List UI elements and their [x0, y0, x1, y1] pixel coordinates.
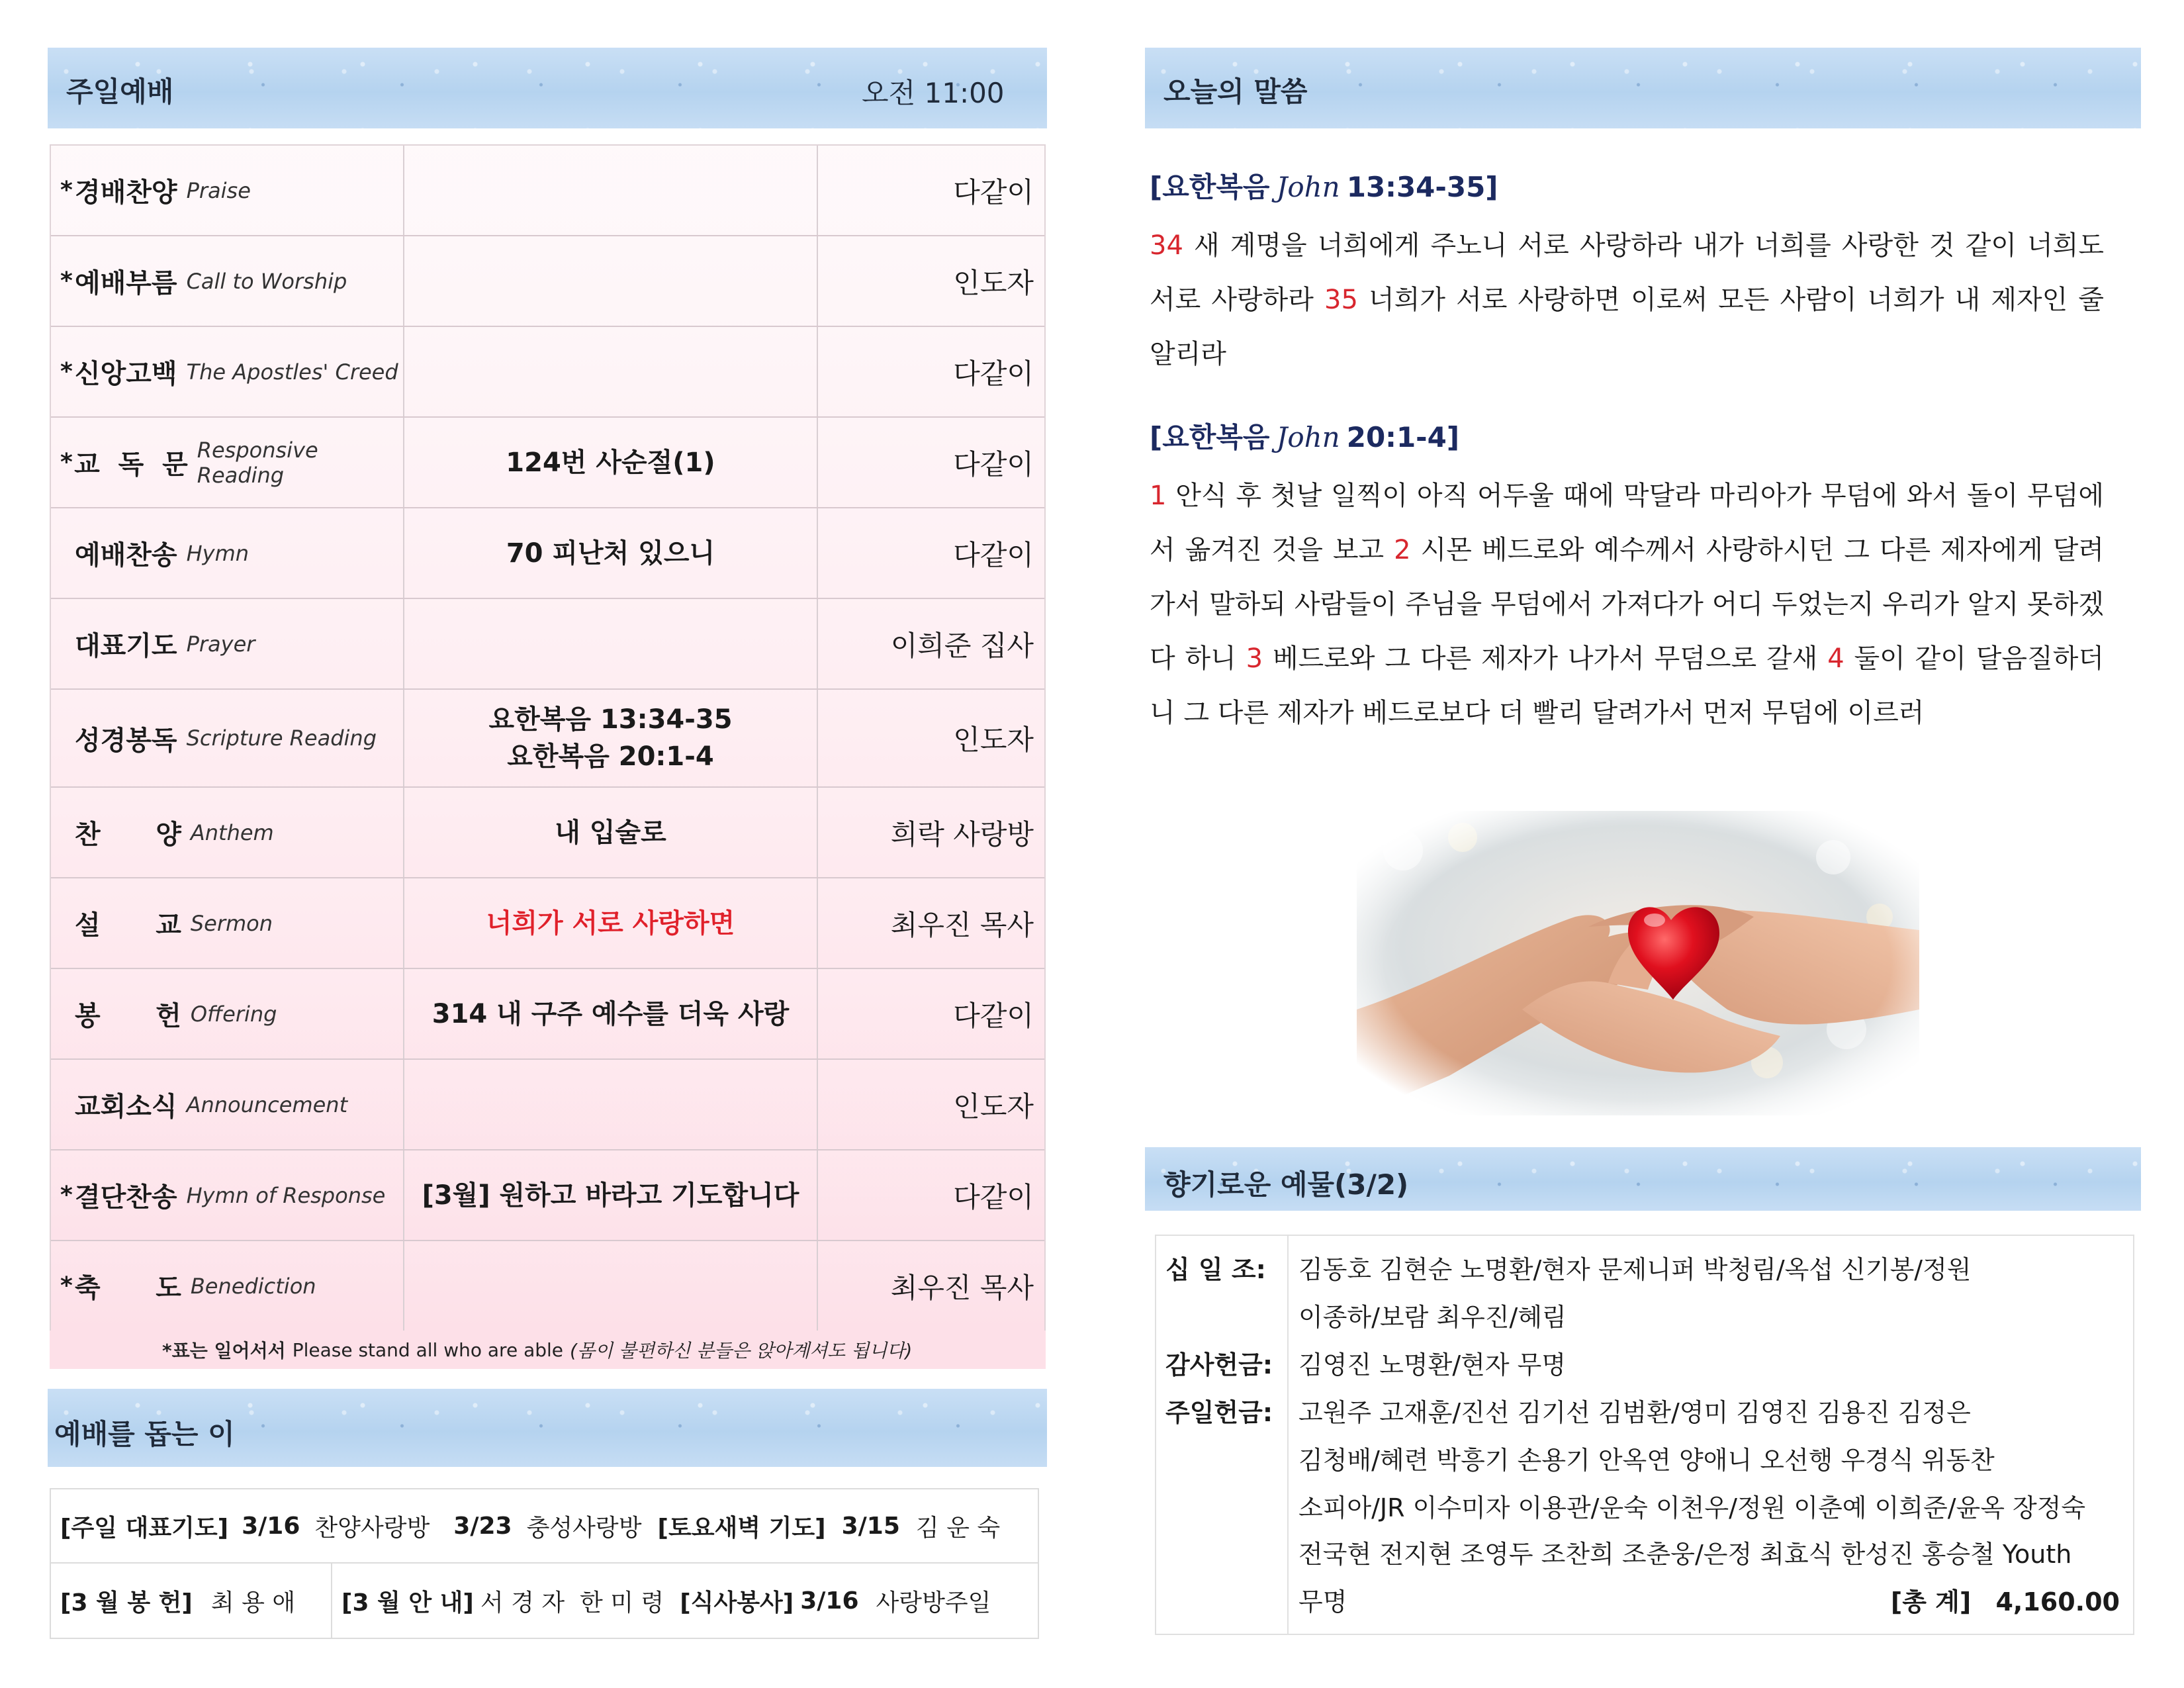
- order-item-korean: 예배찬송: [75, 540, 177, 571]
- verse-text: 둘이 같이 달음질하더니 그 다른 제자가 베드로보다 더 빨리 달려가서 먼저 무덤에 이르러: [1150, 643, 2104, 728]
- tithe-label: 십 일 조:: [1165, 1255, 1266, 1284]
- saturday-date: 3/15: [841, 1512, 900, 1540]
- helpers-title: 예배를 돕는 이: [54, 1418, 235, 1450]
- order-leader: 인도자: [953, 724, 1034, 756]
- thanks-line: 김영진 노명환/현자 무명: [1298, 1350, 1567, 1380]
- order-leader-cell: [818, 146, 1044, 235]
- order-item-korean: 경배찬양: [75, 177, 177, 208]
- order-content-cell: [404, 1150, 818, 1240]
- order-item-cell: [51, 1060, 404, 1149]
- order-content: 70 피난처 있으니: [506, 538, 715, 569]
- sunday-line: 소피아/JR 이수미자 이용관/운숙 이천우/정원 이춘예 이희준/윤옥 장정숙: [1298, 1493, 2086, 1523]
- hands-holding-heart-photo: [1357, 811, 1919, 1115]
- order-item-english: Prayer: [186, 631, 255, 657]
- sunday-line: 김청배/혜련 박흥기 손용기 안옥연 양애니 오선행 우경식 위동찬: [1298, 1446, 1995, 1475]
- order-item-korean: 찬 양: [75, 820, 181, 850]
- ref2-en: John: [1276, 421, 1340, 453]
- order-content: 내 입술로: [555, 817, 666, 848]
- stand-star: *: [60, 449, 73, 476]
- order-content: 314 내 구주 예수를 더욱 사랑: [432, 998, 790, 1029]
- order-content-cell: [404, 1060, 818, 1149]
- usher-label: [3 월 안 내]: [341, 1589, 474, 1617]
- verse-number: 34: [1150, 230, 1183, 261]
- order-item-korean: 성경봉독: [75, 725, 177, 756]
- order-row: [51, 418, 1044, 508]
- order-leader: 인도자: [953, 266, 1034, 299]
- order-item-cell: [51, 788, 404, 877]
- order-leader: 다같이: [953, 999, 1034, 1032]
- offering-helper-name: 최 용 애: [210, 1589, 296, 1617]
- order-leader-cell: [818, 788, 1044, 877]
- total-value: 4,160.00: [1995, 1587, 2120, 1617]
- order-row: [51, 878, 1044, 969]
- order-leader-cell: [818, 1241, 1044, 1331]
- order-item-english: Hymn: [186, 540, 250, 566]
- order-leader-cell: [818, 1150, 1044, 1240]
- worship-time: 오전 11:00: [862, 77, 1005, 109]
- ref1-post: 13:34-35]: [1346, 171, 1498, 203]
- order-item-korean: 축 도: [75, 1273, 181, 1303]
- order-item-korean: 봉 헌: [75, 1001, 181, 1031]
- order-item-korean: 예배부름: [75, 268, 177, 299]
- ref2-pre: [요한복음: [1150, 421, 1270, 453]
- verse-text: 너희가 서로 사랑하면 이로써 모든 사람이 너희가 내 제자인 줄 알리라: [1150, 285, 2104, 369]
- order-row: [51, 599, 1044, 690]
- stand-star: *: [60, 358, 73, 385]
- order-item-cell: [51, 508, 404, 598]
- scripture-passage-2: [1150, 469, 2104, 740]
- order-item-english: Hymn of Response: [186, 1182, 386, 1208]
- stand-star: *: [60, 177, 73, 204]
- verse-number: 1: [1150, 481, 1167, 511]
- verse-text: 안식 후 첫날 일찍이 아직 어두울 때에 막달라 마리아가 무덤에 와서 돌이 무덤에서 옮겨진 것을 보고: [1150, 481, 2104, 565]
- stand-note-bold: *표는 일어서서: [162, 1340, 286, 1362]
- order-leader: 인도자: [953, 1090, 1034, 1123]
- tithe-line: 이종하/보람 최우진/혜림: [1298, 1303, 1567, 1332]
- verse-text: 시몬 베드로와 예수께서 사랑하시던 그 다른 제자에게 달려가서 말하되 사람들이 주님을 무덤에서 가져다가 어디 두었는지 우리가 알지 못하겠다 하니: [1150, 535, 2104, 674]
- order-content: 너희가 서로 사랑하면: [486, 908, 735, 939]
- order-row: [51, 1060, 1044, 1150]
- sunday-offering-label: 주일헌금:: [1165, 1398, 1273, 1427]
- order-leader: 희락 사랑방: [890, 818, 1034, 851]
- order-row: [51, 788, 1044, 878]
- worship-title: 주일예배: [66, 75, 174, 108]
- scripture-title: 오늘의 말씀: [1163, 75, 1308, 108]
- helpers-header-bar: [48, 1389, 1047, 1467]
- order-item-english: Announcement: [186, 1092, 348, 1117]
- offering-helper-label: [3 월 봉 헌]: [60, 1589, 193, 1617]
- order-row: [51, 1241, 1044, 1332]
- order-content-cell: [404, 236, 818, 326]
- stand-star: *: [60, 267, 73, 295]
- ref2-post: 20:1-4]: [1346, 421, 1460, 453]
- order-row: [51, 146, 1044, 236]
- verse-number: 3: [1246, 643, 1263, 674]
- order-leader: 다같이: [953, 357, 1034, 390]
- order-content-cell: [404, 1241, 818, 1331]
- order-leader-cell: [818, 236, 1044, 326]
- order-leader-cell: [818, 327, 1044, 416]
- order-leader: 다같이: [953, 1180, 1034, 1213]
- verse-text: 베드로와 그 다른 제자가 나가서 무덤으로 갈새: [1263, 643, 1828, 674]
- order-item-cell: [51, 969, 404, 1058]
- helpers-row: [51, 1489, 1038, 1564]
- order-leader-cell: [818, 969, 1044, 1058]
- prayer-name-2: 충성사랑방: [526, 1514, 642, 1542]
- order-leader: 다같이: [953, 447, 1034, 481]
- saturday-prayer-label: [토요새벽 기도]: [657, 1514, 826, 1542]
- meal-date: 3/16: [800, 1587, 859, 1615]
- order-item-english: Scripture Reading: [186, 726, 377, 751]
- order-item-english: Offering: [190, 1001, 277, 1027]
- order-item-cell: [51, 690, 404, 786]
- order-leader-cell: [818, 1060, 1044, 1149]
- ref1-pre: [요한복음: [1150, 171, 1270, 203]
- scripture-passage-1: [1150, 218, 2104, 381]
- thanks-label: 감사헌금:: [1165, 1350, 1273, 1380]
- worship-header-bar: [48, 48, 1047, 128]
- offering-helper-cell: [51, 1564, 332, 1638]
- order-item-korean: 대표기도: [75, 631, 177, 661]
- order-item-english: Praise: [186, 177, 251, 203]
- order-content-cell: [404, 599, 818, 688]
- tithe-line: 김동호 김현순 노명환/현자 문제니퍼 박청림/옥섭 신기봉/정원: [1298, 1255, 1972, 1284]
- scripture-header-bar: [1145, 48, 2141, 128]
- order-leader: 최우진 목사: [890, 908, 1034, 941]
- verse-text: 새 계명을 너희에게 주노니 서로 사랑하라 내가 너희를 사랑한 것 같이 너희도 서로 사랑하라: [1150, 230, 2104, 315]
- order-item-korean: 신앙고백: [75, 359, 177, 389]
- order-row: [51, 508, 1044, 599]
- sunday-line: 전국현 전지현 조영두 조찬희 조춘웅/은정 최효식 한성진 홍승철 Youth: [1298, 1540, 2072, 1569]
- order-item-cell: [51, 146, 404, 235]
- order-content-cell: [404, 146, 818, 235]
- meal-name: 사랑방주일: [876, 1589, 991, 1617]
- scripture-ref-2: [1150, 416, 1459, 455]
- order-item-english: The Apostles' Creed: [186, 359, 398, 385]
- order-content-second: 요한복음 20:1-4: [507, 741, 714, 772]
- verse-number: 35: [1324, 285, 1358, 315]
- stand-note-ko: (몸이 불편하신 분들은 앉아계셔도 됩니다): [570, 1340, 913, 1362]
- order-row: [51, 969, 1044, 1060]
- order-item-cell: [51, 236, 404, 326]
- order-leader: 최우진 목사: [890, 1271, 1034, 1304]
- order-item-korean: 결단찬송: [75, 1182, 177, 1213]
- order-row: [51, 690, 1044, 788]
- order-item-cell: [51, 599, 404, 688]
- verse-number: 4: [1827, 643, 1844, 674]
- order-item-english: Call to Worship: [186, 268, 347, 294]
- order-leader-cell: [818, 690, 1044, 786]
- offering-total: [1891, 1581, 2120, 1618]
- total-label: [총 계]: [1890, 1587, 1972, 1617]
- order-content-cell: [404, 878, 818, 968]
- stand-star: *: [60, 1272, 73, 1299]
- sunday-prayer-label: [주일 대표기도]: [60, 1514, 229, 1542]
- order-row: [51, 236, 1044, 327]
- stand-note: [50, 1331, 1046, 1369]
- order-item-korean: 교회소식: [75, 1092, 177, 1122]
- order-item-english: Responsive Reading: [197, 437, 318, 488]
- order-item-cell: [51, 327, 404, 416]
- order-content-cell: [404, 418, 818, 507]
- offering-header-bar: [1145, 1147, 2141, 1211]
- sunday-line: 고원주 고재훈/진선 김기선 김범환/영미 김영진 김용진 김정은: [1298, 1398, 1971, 1427]
- order-item-english: Sermon: [190, 910, 273, 936]
- order-item-english: Anthem: [190, 820, 274, 845]
- order-of-worship-table: [50, 144, 1046, 1332]
- order-leader: 이희준 집사: [890, 629, 1034, 662]
- order-content-cell: [404, 969, 818, 1058]
- prayer-date-1: 3/16: [242, 1512, 300, 1540]
- order-item-korean: 교 독 문: [74, 449, 188, 480]
- saturday-name: 김 운 숙: [915, 1514, 1001, 1542]
- meal-label: [식사봉사]: [680, 1589, 794, 1617]
- sunday-line: 무명: [1298, 1587, 1347, 1617]
- order-leader: 다같이: [953, 175, 1034, 209]
- ref1-en: John: [1276, 171, 1340, 203]
- verse-number: 2: [1394, 535, 1411, 565]
- order-content-cell: [404, 327, 818, 416]
- order-content-cell: [404, 508, 818, 598]
- order-leader-cell: [818, 599, 1044, 688]
- order-item-cell: [51, 418, 404, 507]
- stand-note-en: Please stand all who are able: [292, 1338, 564, 1361]
- order-content-cell: [404, 788, 818, 877]
- order-item-korean: 설 교: [75, 910, 181, 941]
- order-item-english: Benediction: [190, 1273, 316, 1299]
- order-content: [3월] 원하고 바라고 기도합니다: [422, 1180, 799, 1211]
- order-row: [51, 1150, 1044, 1241]
- offering-title: 향기로운 예물(3/2): [1163, 1168, 1409, 1201]
- order-leader-cell: [818, 418, 1044, 507]
- offering-table: [1155, 1235, 2134, 1635]
- prayer-date-2: 3/23: [453, 1512, 512, 1540]
- order-content-cell: [404, 690, 818, 786]
- order-leader: 다같이: [953, 538, 1034, 571]
- prayer-name-1: 찬양사랑방: [314, 1514, 430, 1542]
- helpers-row: [51, 1564, 1038, 1638]
- order-item-cell: [51, 878, 404, 968]
- order-leader-cell: [818, 878, 1044, 968]
- stand-star: *: [60, 1182, 73, 1209]
- helpers-table: [50, 1488, 1039, 1639]
- usher-name: 서 경 자 한 미 령: [480, 1589, 664, 1617]
- order-row: [51, 327, 1044, 418]
- scripture-ref-1: [1150, 165, 1498, 205]
- order-content: 요한복음 13:34-35: [488, 704, 733, 735]
- offering-label-column: [1156, 1236, 1289, 1634]
- order-content: 124번 사순절(1): [506, 447, 715, 478]
- order-item-cell: [51, 1150, 404, 1240]
- order-leader-cell: [818, 508, 1044, 598]
- order-item-cell: [51, 1241, 404, 1331]
